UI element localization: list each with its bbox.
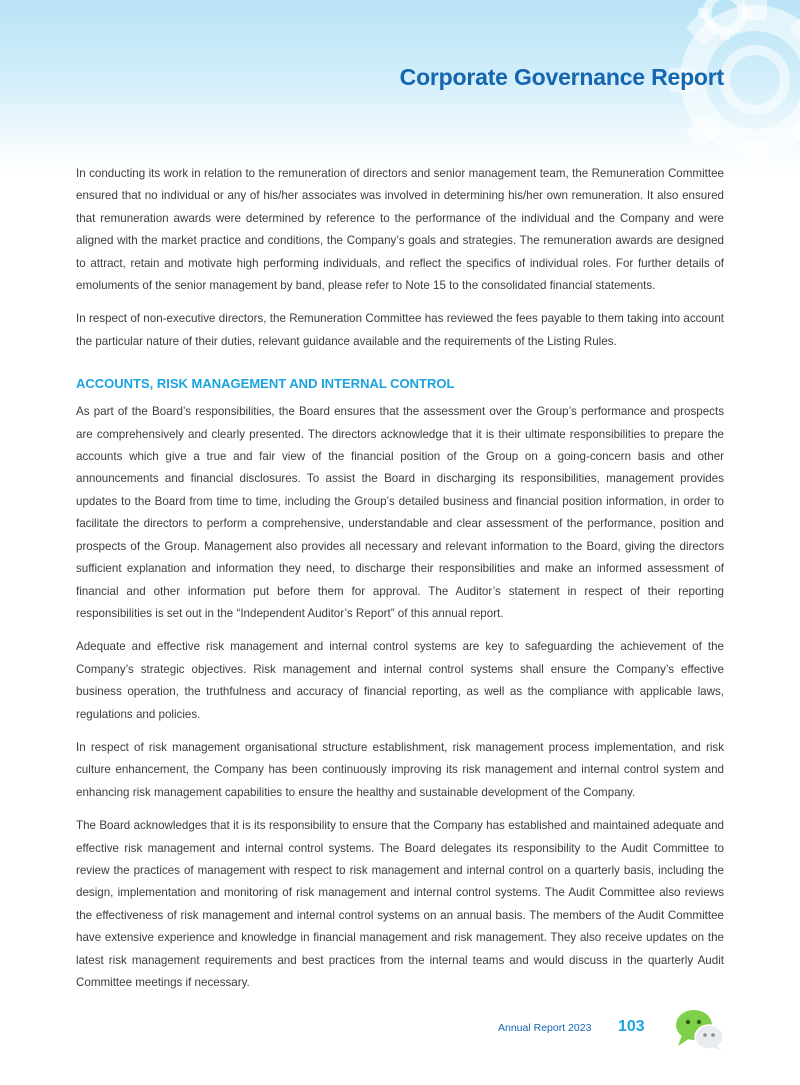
report-body bbox=[76, 163, 724, 1005]
paragraph-remuneration: In conducting its work in relation to the remuneration of directors and senior management team, the Remuneration Committee ensured that no individual or any of his/her associates was involved in determining his/her own remuneration. It also ensured that remuneration awards were determined by reference to the performance of the individual and the Company and were aligned with the market practice and conditions, the Company’s goals and strategies. The remuneration awards are designed to attract, retain and motivate high performing individuals, and reflect the specifics of individual roles. For further details of emoluments of the senior management by band, please refer to Note 15 to the consolidated financial statements. bbox=[76, 167, 724, 293]
paragraph-risk-systems: Adequate and effective risk management and internal control systems are key to safeguarding the achievement of the Company’s strategic objectives. Risk management and internal control systems shall ensure the Company’s effective business operation, the truthfulness and accuracy of financial reporting, as well as the compliance with applicable laws, regulations and policies. bbox=[76, 640, 724, 721]
annual-report-label: Annual Report 2023 bbox=[498, 1022, 592, 1034]
paragraph-non-executive-fees: In respect of non-executive directors, the Remuneration Committee has reviewed the fees payable to them taking into account the particular nature of their duties, relevant guidance available and the requirements of the Listing Rules. bbox=[76, 312, 724, 348]
section-heading: ACCOUNTS, RISK MANAGEMENT AND INTERNAL CONTROL bbox=[76, 376, 455, 392]
paragraph-audit-committee: The Board acknowledges that it is its responsibility to ensure that the Company has established and maintained adequate and effective risk management and internal control systems. The Board delegates its responsibility to the Audit Committee to review the practices of management with respect to risk management and internal control on a quarterly basis, including the design, implementation and monitoring of risk management and internal control systems. The Audit Committee also reviews the effectiveness of risk management and internal control systems on an annual basis. The members of the Audit Committee have extensive experience and knowledge in financial management and risk management. They also receive updates on the latest risk management requirements and best practices from the internal teams and would discuss in the quarterly Audit Committee meetings if necessary. bbox=[76, 819, 724, 989]
page-title: Corporate Governance Report bbox=[399, 64, 724, 90]
small-gear-icon bbox=[690, 0, 760, 48]
page-number: 103 bbox=[618, 1018, 645, 1035]
paragraph-risk-culture: In respect of risk management organisational structure establishment, risk management process implementation, and risk culture enhancement, the Company has been continuously improving its risk management and internal control system and enhancing risk management capabilities to ensure the healthy and sustainable development of the Company. bbox=[76, 740, 724, 799]
chat-bubbles-icon bbox=[674, 1008, 726, 1052]
paragraph-board-responsibilities: As part of the Board’s responsibilities, the Board ensures that the assessment over the Group’s performance and prospects are comprehensively and clearly presented. The directors acknowledge that it is their ultimate responsibilities to prepare the accounts which give a true and fair view of the financial position of the Group on a going-concern basis and other announcements and financial disclosures. To assist the Board in discharging its responsibilities, management provides updates to the Board from time to time, including the Group’s detailed business and financial position information, in order to facilitate the directors to perform a comprehensive, understandable and clear assessment of the performance, position and prospects of the Group. Management also provides all necessary and relevant information to the Board, giving the directors sufficient explanation and information they need, to discharge their responsibilities and make an informed assessment of financial and other information put before them for approval. The Auditor’s statement in respect of their reporting responsibilities is set out in the “Independent Auditor’s Report” of this annual report. bbox=[76, 405, 724, 620]
